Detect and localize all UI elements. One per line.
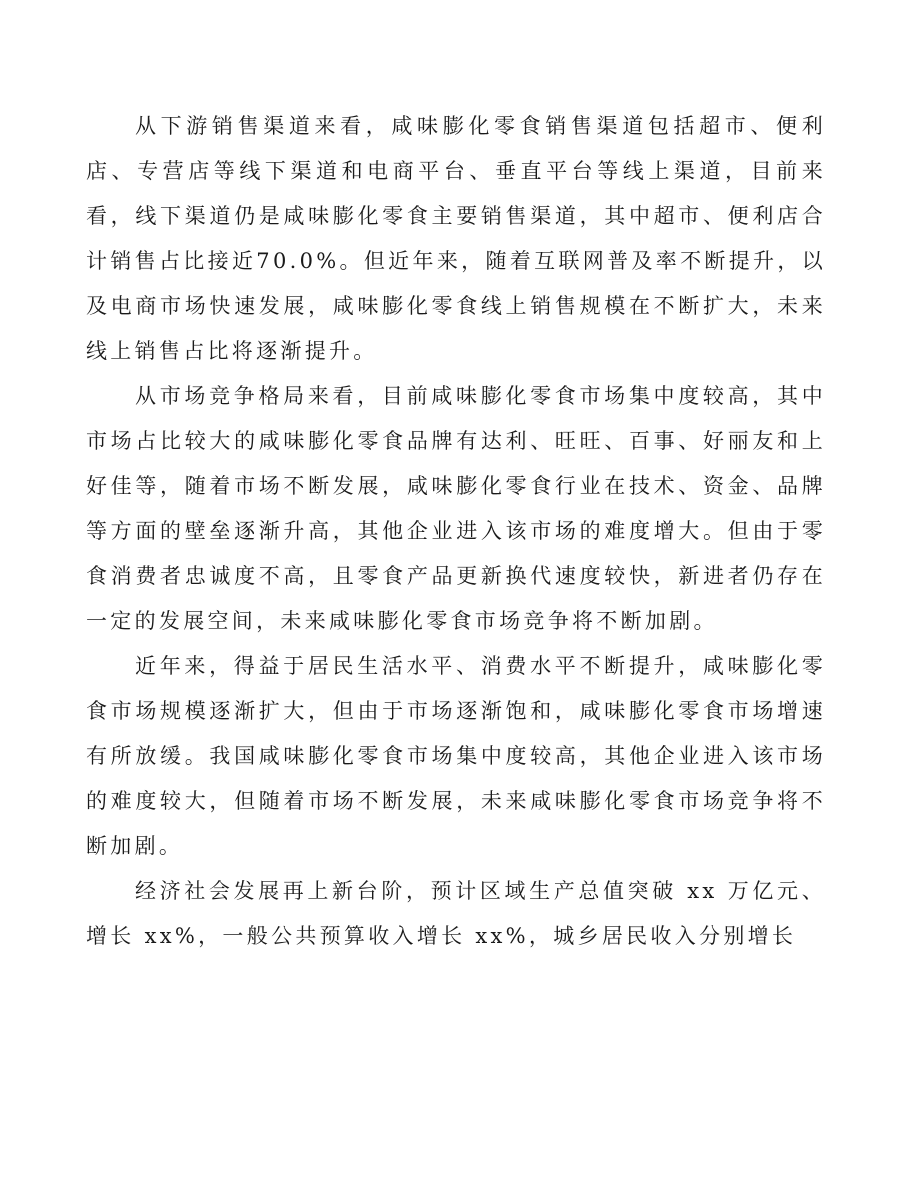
paragraph-market-competition: 从市场竞争格局来看，目前咸味膨化零食市场集中度较高，其中市场占比较大的咸味膨化零食品牌有达利、旺旺、百事、好丽友和上好佳等，随着市场不断发展，咸味膨化零食行业在技术、资金、品牌等方面的壁垒逐渐升高，其他企业进入该市场的难度增大。但由于零食消费者忠诚度不高，且零食产品更新换代速度较快，新进者仍存在一定的发展空间，未来咸味膨化零食市场竞争将不断加剧。 (86, 384, 826, 633)
paragraph-sales-channels: 从下游销售渠道来看，咸味膨化零食销售渠道包括超市、便利店、专营店等线下渠道和电商平台、垂直平台等线上渠道，目前来看，线下渠道仍是咸味膨化零食主要销售渠道，其中超市、便利店合计销售占比接近70.0%。但近年来，随着互联网普及率不断提升，以及电商市场快速发展，咸味膨化零食线上销售规模在不断扩大，未来线上销售占比将逐渐提升。 (86, 114, 826, 363)
paragraph-market-scale: 近年来，得益于居民生活水平、消费水平不断提升，咸味膨化零食市场规模逐渐扩大，但由于市场逐渐饱和，咸味膨化零食市场增速有所放缓。我国咸味膨化零食市场集中度较高，其他企业进入该市场的难度较大，但随着市场不断发展，未来咸味膨化零食市场竞争将不断加剧。 (86, 654, 826, 858)
document-body (86, 104, 826, 959)
paragraph-economic-development: 经济社会发展再上新台阶，预计区域生产总值突破 xx 万亿元、增长 xx%，一般公共预算收入增长 xx%，城乡居民收入分别增长 (86, 879, 826, 948)
